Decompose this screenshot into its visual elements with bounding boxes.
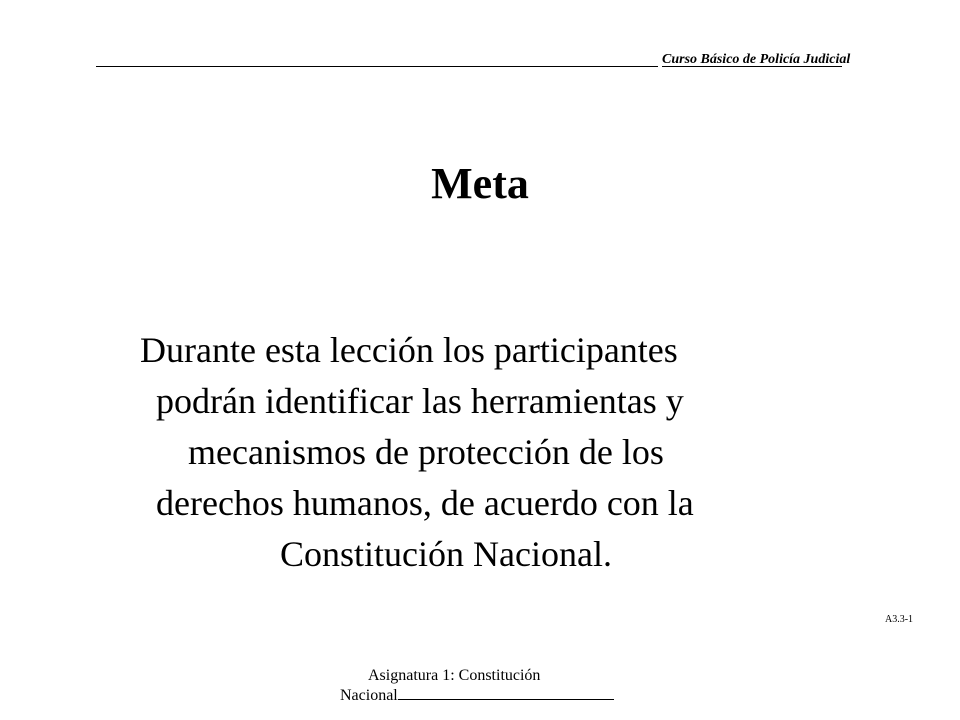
goal-line: derechos humanos, de acuerdo con la — [156, 483, 694, 523]
goal-line: Constitución Nacional. — [280, 534, 612, 574]
goal-text — [140, 325, 830, 580]
footer-subject-line2-wrap — [340, 686, 614, 706]
slide-title: Meta — [431, 159, 529, 208]
course-title-underline — [662, 66, 842, 67]
header-rule — [96, 66, 658, 67]
slide-code: A3.3-1 — [885, 614, 914, 625]
course-title: Curso Básico de Policía Judicial — [662, 52, 851, 67]
goal-line: Durante esta lección los participantes — [140, 330, 678, 370]
goal-line: mecanismos de protección de los — [188, 432, 664, 472]
footer-rule — [398, 699, 614, 700]
footer-subject-line1: Asignatura 1: Constitución — [368, 667, 541, 684]
footer-subject-line2: Nacional — [340, 687, 398, 704]
footer — [340, 666, 614, 706]
goal-line: podrán identificar las herramientas y — [156, 381, 684, 421]
